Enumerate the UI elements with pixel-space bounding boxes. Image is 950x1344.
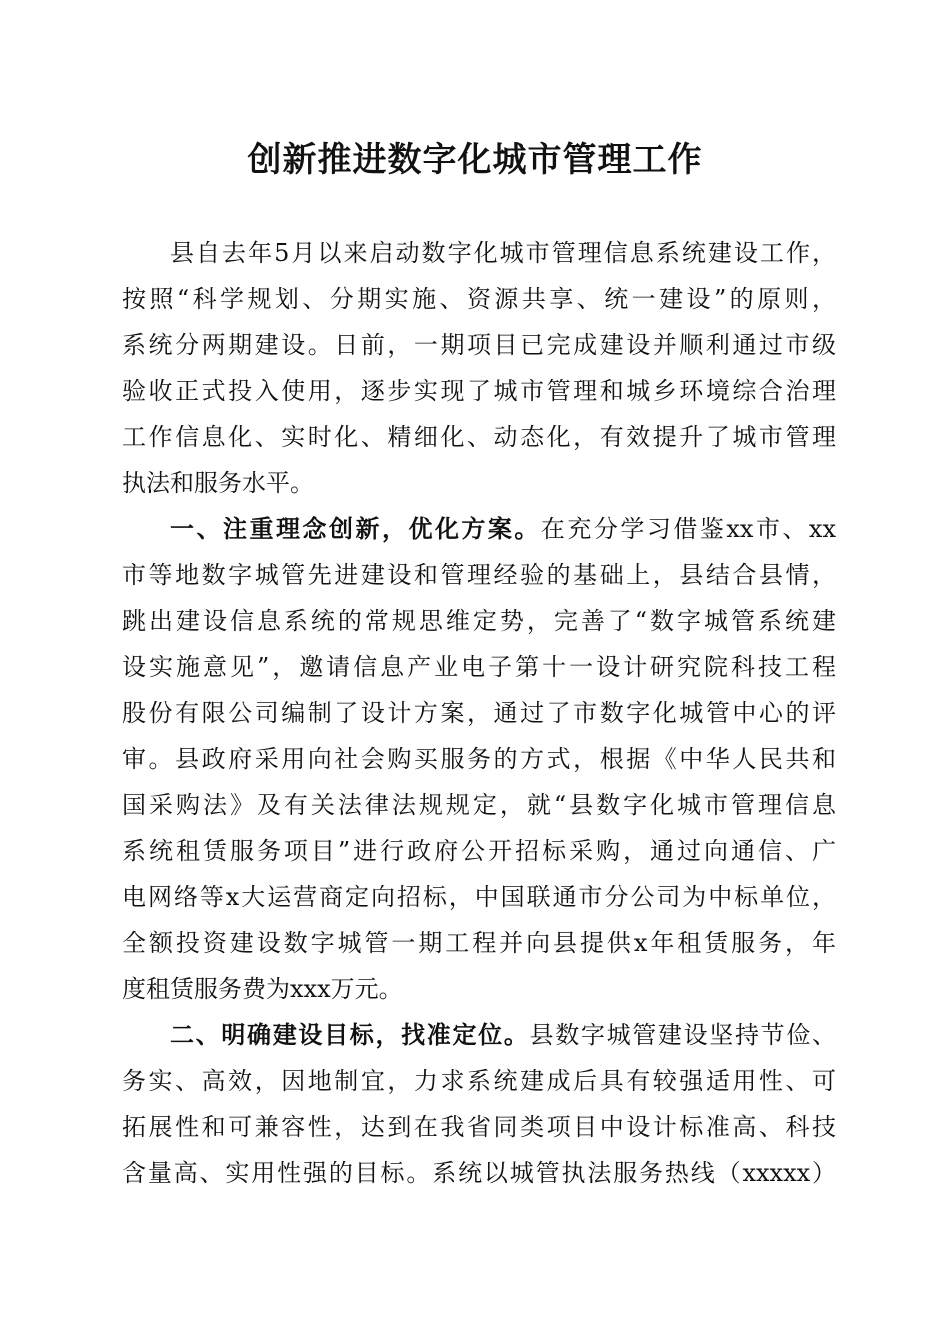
text-line: 工作信息化、实时化、精细化、动态化，有效提升了城市管理: [122, 423, 836, 451]
text-line: 度租赁服务费为xxx万元。: [122, 975, 403, 1003]
text-line: 国采购法》及有关法律法规规定，就“县数字化城市管理信息: [122, 791, 836, 819]
text-line: 审。县政府采用向社会购买服务的方式，根据《中华人民共和: [122, 745, 836, 773]
text-line: 务实、高效，因地制宜，力求系统建成后具有较强适用性、可: [122, 1067, 836, 1095]
paragraph-section-1: [122, 506, 836, 1012]
text-line: [122, 506, 836, 552]
text-line: 拓展性和可兼容性，达到在我省同类项目中设计标准高、科技: [122, 1113, 836, 1141]
text-line: 县自去年5月以来启动数字化城市管理信息系统建设工作，: [170, 239, 836, 267]
text-line: [122, 1012, 836, 1058]
text-line: 系统租赁服务项目”进行政府公开招标采购，通过向通信、广: [122, 837, 836, 865]
text-line: 全额投资建设数字城管一期工程并向县提供x年租赁服务，年: [122, 929, 836, 957]
text-line: 股份有限公司编制了设计方案，通过了市数字化城管中心的评: [122, 699, 836, 727]
paragraph-section-2: [122, 1012, 836, 1196]
text-span: 县数字城管建设坚持节俭、: [529, 1021, 837, 1049]
text-span: 在充分学习借鉴xx市、xx: [540, 515, 837, 543]
paragraph-intro: [122, 230, 836, 506]
text-line: 设实施意见”，邀请信息产业电子第十一设计研究院科技工程: [122, 653, 836, 681]
text-line: 系统分两期建设。日前，一期项目已完成建设并顺利通过市级: [122, 331, 836, 359]
section-heading: 一、注重理念创新，优化方案。: [170, 515, 541, 543]
document-body: [122, 230, 836, 1196]
text-line: 含量高、实用性强的目标。系统以城管执法服务热线（xxxxx）: [122, 1159, 836, 1187]
text-line: 验收正式投入使用，逐步实现了城市管理和城乡环境综合治理: [122, 377, 836, 405]
text-line: 执法和服务水平。: [122, 469, 314, 497]
document-title: 创新推进数字化城市管理工作: [247, 140, 703, 180]
text-line: 电网络等x大运营商定向招标，中国联通市分公司为中标单位，: [122, 883, 836, 911]
text-line: 市等地数字城管先进建设和管理经验的基础上，县结合县情，: [122, 561, 836, 589]
text-line: 跳出建设信息系统的常规思维定势，完善了“数字城管系统建: [122, 607, 836, 635]
text-line: 按照“科学规划、分期实施、资源共享、统一建设”的原则，: [122, 285, 836, 313]
section-heading: 二、明确建设目标，找准定位。: [170, 1021, 530, 1049]
